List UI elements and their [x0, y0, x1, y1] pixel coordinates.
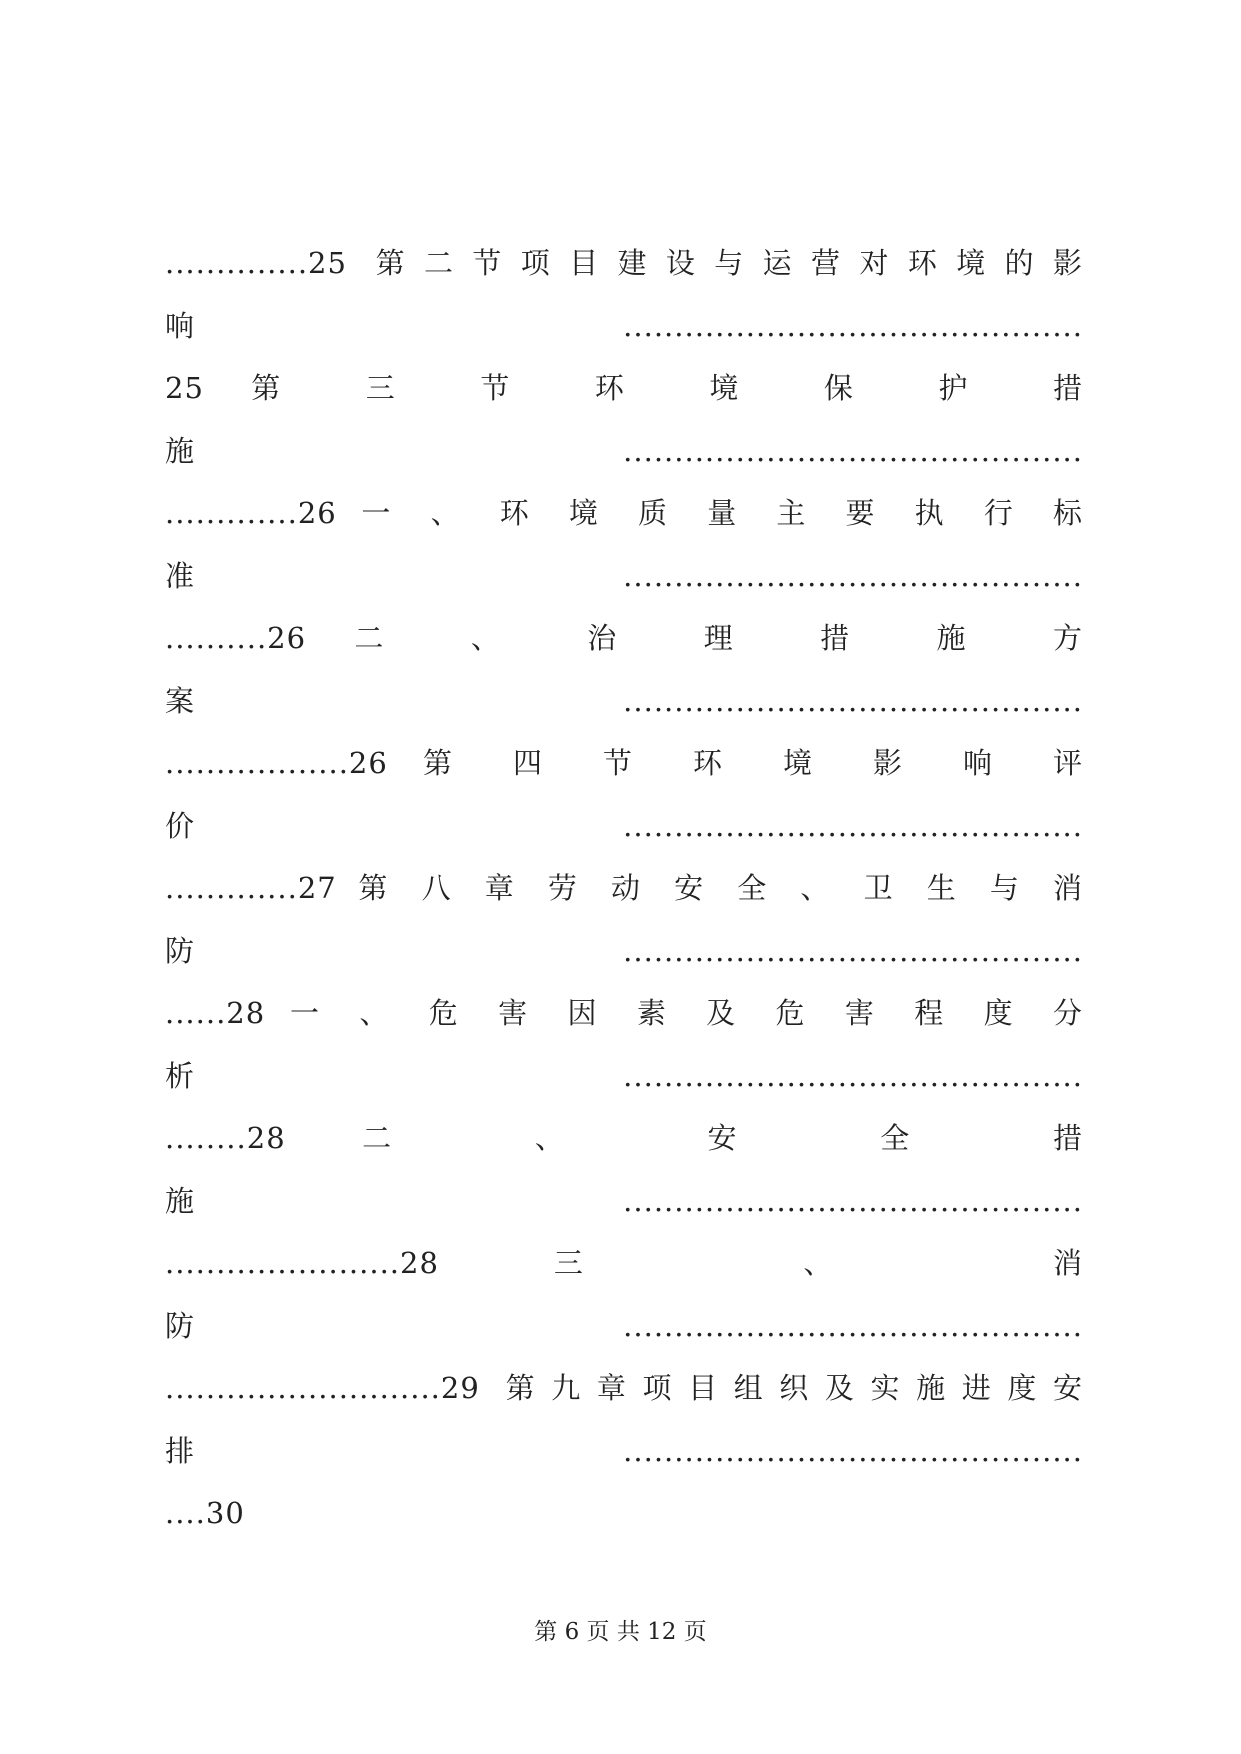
toc-line: ...........................29 第九章项目组织及实施进度安 [165, 1371, 1083, 1405]
toc-line: 析............................................. [165, 1058, 1083, 1093]
toc-line: ..........26 二 、 治 理 措 施 方 [165, 621, 1083, 655]
toc-line: ..............25 第二节项目建设与运营对环境的影 [165, 246, 1083, 280]
toc-line: ........28 二 、 安 全 措 [165, 1121, 1083, 1155]
toc-line: .............26 一 、 环 境 质 量 主 要 执 行 标 [165, 496, 1083, 530]
toc-line: 防............................................. [165, 1308, 1083, 1343]
page-footer: 第 6 页 共 12 页 [534, 1619, 707, 1645]
toc-line: 25 第 三 节 环 境 保 护 措 [165, 371, 1083, 405]
toc-line: 准............................................. [165, 558, 1083, 593]
toc-line: 排............................................. [165, 1433, 1083, 1468]
toc-line: ..................26 第 四 节 环 境 影 响 评 [165, 746, 1083, 780]
toc-line: ......28 一 、 危 害 因 素 及 危 害 程 度 分 [165, 996, 1083, 1030]
toc-line: 施............................................. [165, 1183, 1083, 1218]
toc-line: 施............................................. [165, 433, 1083, 468]
toc-line: 防............................................. [165, 933, 1083, 968]
table-of-contents [165, 232, 1083, 1545]
toc-line: 价............................................. [165, 808, 1083, 843]
toc-line: .......................28 三 、 消 [165, 1246, 1083, 1280]
toc-line: ....30 [165, 1496, 245, 1530]
toc-line: .............27 第 八 章 劳 动 安 全 、 卫 生 与 消 [165, 871, 1083, 905]
toc-line: 案............................................. [165, 683, 1083, 718]
toc-line: 响............................................. [165, 308, 1083, 343]
